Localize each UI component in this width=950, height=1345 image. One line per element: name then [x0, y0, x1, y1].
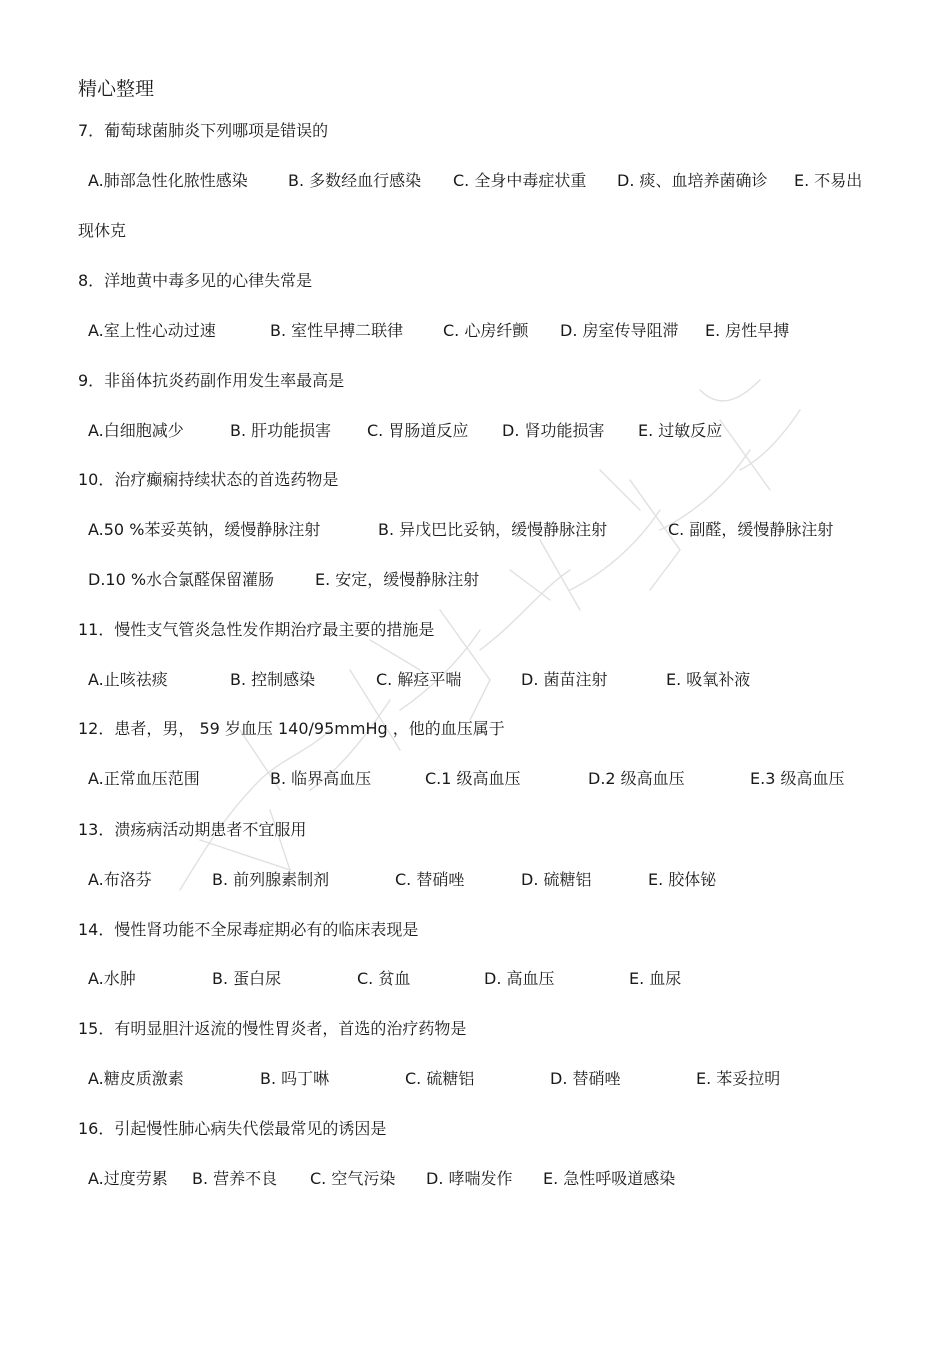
question-10-stem: 10．治疗癫痫持续状态的首选药物是 [78, 470, 339, 489]
question-10-option-a: A.50 %苯妥英钠，缓慢静脉注射 [88, 520, 321, 539]
question-14-stem: 14．慢性肾功能不全尿毒症期必有的临床表现是 [78, 920, 419, 939]
question-13-option-d: D. 硫糖铝 [521, 870, 592, 889]
question-8-option-d: D. 房室传导阻滞 [560, 321, 679, 340]
question-12-option-b: B. 临界高血压 [270, 769, 372, 788]
question-11-option-a: A.止咳祛痰 [88, 670, 168, 689]
question-14-option-b: B. 蛋白尿 [212, 969, 282, 988]
question-16-option-a: A.过度劳累 [88, 1169, 168, 1188]
question-11-stem: 11．慢性支气管炎急性发作期治疗最主要的措施是 [78, 620, 435, 639]
question-12-option-a: A.正常血压范围 [88, 769, 200, 788]
question-14-option-d: D. 高血压 [484, 969, 555, 988]
question-13-option-c: C. 替硝唑 [395, 870, 465, 889]
question-16-option-c: C. 空气污染 [310, 1169, 396, 1188]
question-16-stem: 16．引起慢性肺心病失代偿最常见的诱因是 [78, 1119, 387, 1138]
question-15-stem: 15．有明显胆汁返流的慢性胃炎者，首选的治疗药物是 [78, 1019, 467, 1038]
question-16-option-b: B. 营养不良 [192, 1169, 278, 1188]
question-10-option-c: C. 副醛，缓慢静脉注射 [668, 520, 834, 539]
question-15-option-d: D. 替硝唑 [550, 1069, 621, 1088]
question-7-option-c: C. 全身中毒症状重 [453, 171, 587, 190]
question-16-option-d: D. 哮喘发作 [426, 1169, 513, 1188]
question-8-option-a: A.室上性心动过速 [88, 321, 216, 340]
question-11-option-c: C. 解痉平喘 [376, 670, 462, 689]
question-11-option-e: E. 吸氧补液 [666, 670, 751, 689]
question-9-option-e: E. 过敏反应 [638, 421, 723, 440]
question-13-option-b: B. 前列腺素制剂 [212, 870, 330, 889]
question-7-continuation: 现休克 [78, 221, 127, 240]
question-15-option-a: A.糖皮质激素 [88, 1069, 184, 1088]
question-9-option-a: A.白细胞减少 [88, 421, 184, 440]
question-10-option-e: E. 安定，缓慢静脉注射 [315, 570, 480, 589]
question-13-stem: 13．溃疡病活动期患者不宜服用 [78, 820, 307, 839]
question-14-option-c: C. 贫血 [357, 969, 411, 988]
question-10-option-b: B. 异戊巴比妥钠，缓慢静脉注射 [378, 520, 608, 539]
question-7-stem: 7．葡萄球菌肺炎下列哪项是错误的 [78, 121, 329, 140]
question-13-option-e: E. 胶体铋 [648, 870, 717, 889]
question-8-option-b: B. 室性早搏二联律 [270, 321, 404, 340]
question-13-option-a: A.布洛芬 [88, 870, 152, 889]
question-11-option-d: D. 菌苗注射 [521, 670, 608, 689]
question-9-stem: 9．非甾体抗炎药副作用发生率最高是 [78, 371, 345, 390]
question-14-option-e: E. 血尿 [629, 969, 682, 988]
watermark-pattern [140, 370, 820, 930]
question-15-option-b: B. 吗丁啉 [260, 1069, 330, 1088]
question-9-option-b: B. 肝功能损害 [230, 421, 332, 440]
question-12-stem: 12．患者，男， 59 岁血压 140/95mmHg ，他的血压属于 [78, 719, 505, 738]
question-15-option-e: E. 苯妥拉明 [696, 1069, 781, 1088]
question-16-option-e: E. 急性呼吸道感染 [543, 1169, 676, 1188]
question-10-option-d: D.10 %水合氯醛保留灌肠 [88, 570, 275, 589]
question-8-option-e: E. 房性早搏 [705, 321, 790, 340]
question-15-option-c: C. 硫糖铝 [405, 1069, 475, 1088]
question-8-option-c: C. 心房纤颤 [443, 321, 529, 340]
question-8-stem: 8．洋地黄中毒多见的心律失常是 [78, 271, 313, 290]
question-7-option-a: A.肺部急性化脓性感染 [88, 171, 248, 190]
question-11-option-b: B. 控制感染 [230, 670, 316, 689]
question-9-option-d: D. 肾功能损害 [502, 421, 605, 440]
question-9-option-c: C. 胃肠道反应 [367, 421, 469, 440]
question-7-option-b: B. 多数经血行感染 [288, 171, 422, 190]
question-12-option-c: C.1 级高血压 [425, 769, 521, 788]
question-14-option-a: A.水肿 [88, 969, 136, 988]
question-12-option-e: E.3 级高血压 [750, 769, 845, 788]
question-7-option-d: D. 痰、血培养菌确诊 [617, 171, 768, 190]
question-7-option-e: E. 不易出 [794, 171, 863, 190]
page-header: 精心整理 [78, 78, 155, 100]
question-12-option-d: D.2 级高血压 [588, 769, 685, 788]
